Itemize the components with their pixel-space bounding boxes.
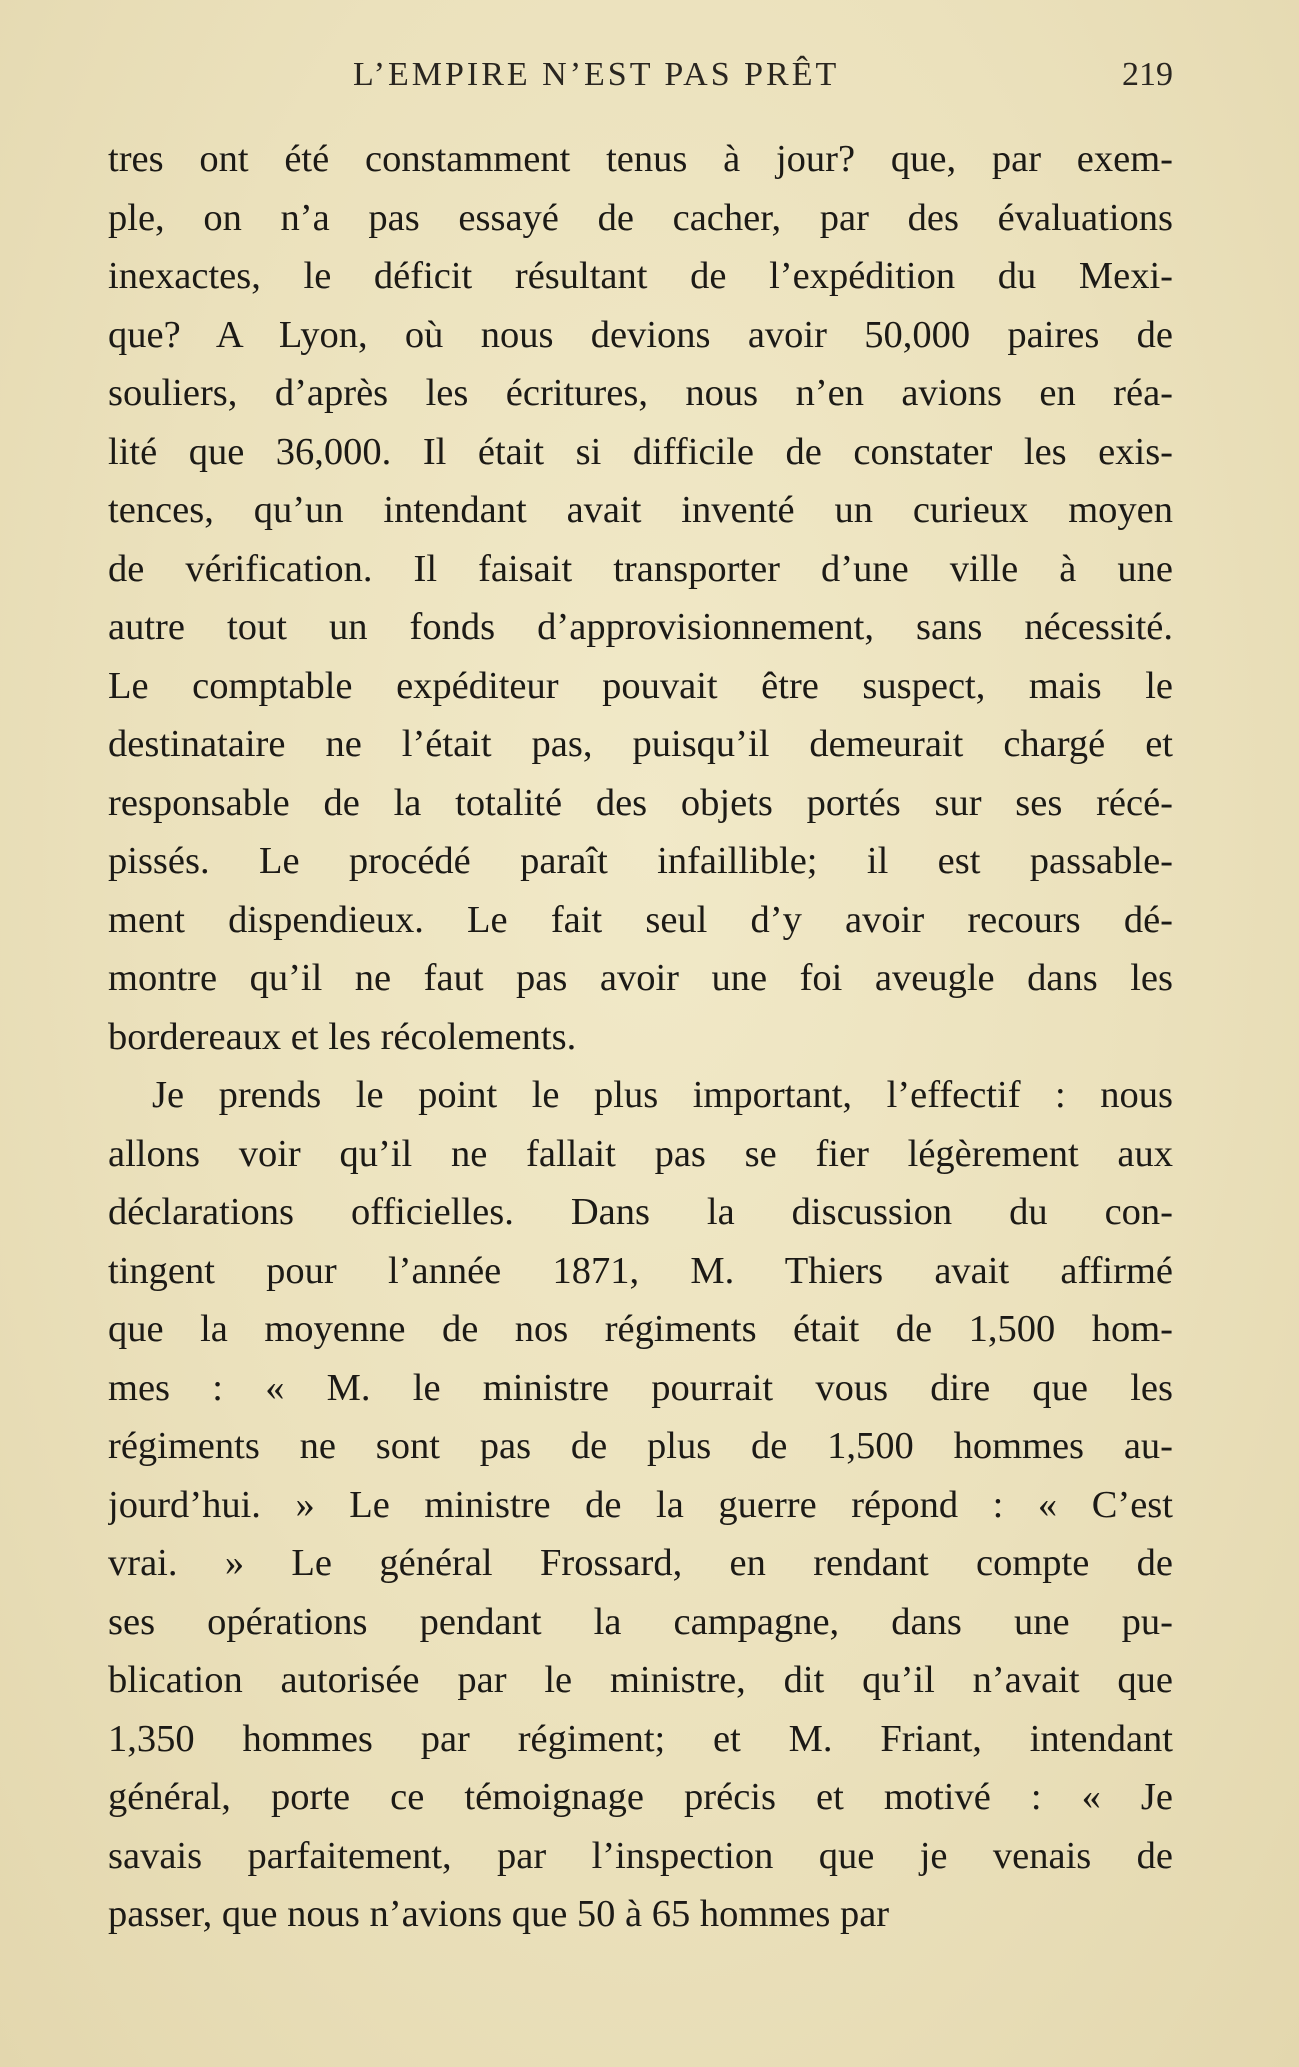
text-line: déclarations officielles. Dans la discussion du con-	[108, 1191, 1173, 1233]
running-head-title: L’EMPIRE N’EST PAS PRÊT	[353, 56, 840, 93]
text-line: bordereaux et les récolements.	[108, 1015, 577, 1058]
page-number: 219	[1122, 56, 1173, 93]
text-line: que? A Lyon, où nous devions avoir 50,000 paires de	[108, 313, 1173, 356]
text-line: régiments ne sont pas de plus de 1,500 hommes au-	[108, 1425, 1173, 1467]
text-line: tingent pour l’année 1871, M. Thiers avait affirmé	[108, 1249, 1173, 1292]
text-line: responsable de la totalité des objets portés sur ses récé-	[108, 781, 1173, 824]
text-line: général, porte ce témoignage précis et motivé : « Je	[108, 1776, 1173, 1818]
text-line: passer, que nous n’avions que 50 à 65 hommes par	[108, 1893, 890, 1935]
text-line: tences, qu’un intendant avait inventé un curieux moyen	[108, 489, 1173, 531]
text-line: jourd’hui. » Le ministre de la guerre répond : « C’est	[108, 1483, 1173, 1526]
text-line: montre qu’il ne faut pas avoir une foi aveugle dans les	[108, 957, 1173, 999]
paragraph	[108, 1066, 1173, 1944]
body-text	[108, 130, 1173, 1944]
text-line: de vérification. Il faisait transporter d’une ville à une	[108, 547, 1173, 590]
text-line: savais parfaitement, par l’inspection que je venais de	[108, 1834, 1173, 1877]
text-line: ses opérations pendant la campagne, dans une pu-	[108, 1600, 1173, 1643]
running-head	[108, 56, 1173, 106]
text-line: blication autorisée par le ministre, dit qu’il n’avait que	[108, 1659, 1173, 1701]
paragraph	[108, 130, 1173, 1066]
text-line: vrai. » Le général Frossard, en rendant compte de	[108, 1542, 1173, 1584]
text-line: autre tout un fonds d’approvisionnement, sans nécessité.	[108, 606, 1173, 648]
text-line: allons voir qu’il ne fallait pas se fier légèrement aux	[108, 1132, 1173, 1175]
text-line: tres ont été constamment tenus à jour? que, par exem-	[108, 138, 1173, 180]
text-line: destinataire ne l’était pas, puisqu’il demeurait chargé et	[108, 723, 1173, 765]
text-line: 1,350 hommes par régiment; et M. Friant, intendant	[108, 1717, 1173, 1760]
text-line: Le comptable expéditeur pouvait être suspect, mais le	[108, 664, 1173, 707]
text-line: que la moyenne de nos régiments était de 1,500 hom-	[108, 1308, 1173, 1350]
text-line: inexactes, le déficit résultant de l’expédition du Mexi-	[108, 255, 1173, 297]
text-line: pissés. Le procédé paraît infaillible; il est passable-	[108, 840, 1173, 882]
text-line: ment dispendieux. Le fait seul d’y avoir recours dé-	[108, 898, 1173, 941]
text-line: mes : « M. le ministre pourrait vous dire que les	[108, 1366, 1173, 1409]
text-line: souliers, d’après les écritures, nous n’en avions en réa-	[108, 372, 1173, 414]
text-line: Je prends le point le plus important, l’effectif : nous	[152, 1074, 1173, 1116]
text-line: ple, on n’a pas essayé de cacher, par des évaluations	[108, 196, 1173, 239]
text-line: lité que 36,000. Il était si difficile de constater les exis-	[108, 430, 1173, 473]
